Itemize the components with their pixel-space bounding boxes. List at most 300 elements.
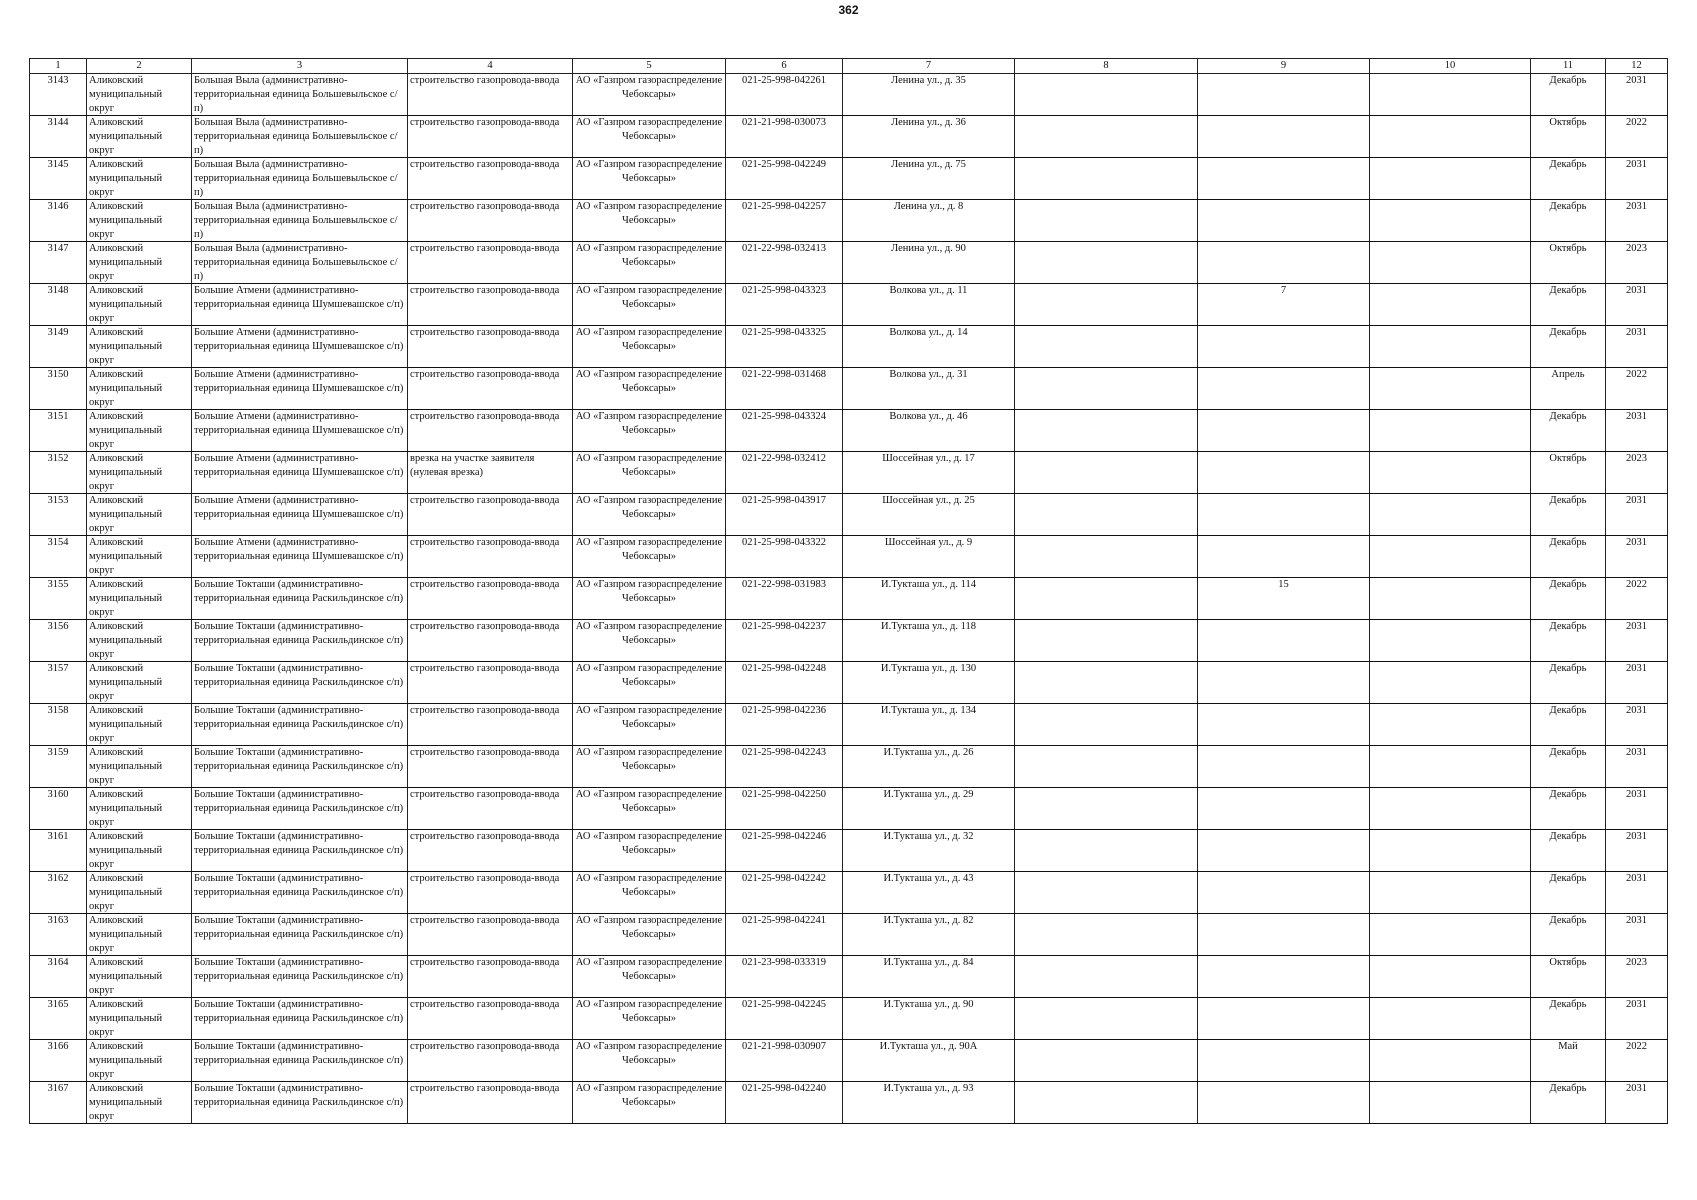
work-type-cell-text: строительство газопровода-ввода [410,789,560,800]
table-row [30,830,1668,872]
work-type-cell-text: строительство газопровода-ввода [410,243,560,254]
application-code-cell: 021-21-998-030073 [726,116,843,158]
month-cell: Октябрь [1531,956,1606,998]
table-row [30,200,1668,242]
column-8-cell [1015,326,1198,368]
address-cell: Шоссейная ул., д. 25 [843,494,1015,536]
municipal-okrug-cell-text: Аликовский муниципальный округ [89,201,163,240]
row-number-cell: 3148 [30,284,87,326]
column-8-cell [1015,410,1198,452]
work-type-cell [408,494,573,536]
work-type-cell [408,326,573,368]
month-cell: Декабрь [1531,830,1606,872]
municipal-okrug-cell [87,368,192,410]
year-cell: 2031 [1606,998,1668,1040]
municipal-okrug-cell [87,200,192,242]
organization-cell-text: АО «Газпром газораспределение Чебоксары» [575,579,723,604]
application-code-cell: 021-23-998-033319 [726,956,843,998]
municipal-okrug-cell [87,620,192,662]
table-row [30,326,1668,368]
settlement-cell-text: Большие Токташи (административно-территориальная единица Раскильдинское с/п) [194,1041,404,1066]
organization-cell-text: АО «Газпром газораспределение Чебоксары» [575,159,723,184]
column-header-3: 3 [192,59,408,74]
organization-cell-text: АО «Газпром газораспределение Чебоксары» [575,243,723,268]
column-9-cell [1198,116,1370,158]
application-code-cell: 021-22-998-031983 [726,578,843,620]
organization-cell [573,830,726,872]
column-9-cell: 15 [1198,578,1370,620]
settlement-cell [192,368,408,410]
table-row [30,158,1668,200]
column-9-cell [1198,830,1370,872]
organization-cell [573,1040,726,1082]
column-8-cell [1015,578,1198,620]
settlement-cell [192,536,408,578]
work-type-cell [408,158,573,200]
year-cell: 2031 [1606,1082,1668,1124]
month-cell: Октябрь [1531,452,1606,494]
table-row [30,998,1668,1040]
column-9-cell [1198,998,1370,1040]
table-row [30,410,1668,452]
column-9-cell [1198,1040,1370,1082]
application-code-cell: 021-22-998-032413 [726,242,843,284]
municipal-okrug-cell [87,284,192,326]
row-number-cell: 3167 [30,1082,87,1124]
work-type-cell [408,368,573,410]
row-number-cell: 3162 [30,872,87,914]
settlement-cell [192,158,408,200]
column-8-cell [1015,872,1198,914]
column-9-cell [1198,494,1370,536]
column-10-cell [1370,284,1531,326]
column-9-cell [1198,1082,1370,1124]
month-cell: Октябрь [1531,242,1606,284]
work-type-cell-text: строительство газопровода-ввода [410,999,560,1010]
work-type-cell [408,116,573,158]
work-type-cell [408,1040,573,1082]
settlement-cell [192,1040,408,1082]
row-number-cell: 3164 [30,956,87,998]
month-cell: Май [1531,1040,1606,1082]
work-type-cell-text: строительство газопровода-ввода [410,1083,560,1094]
year-cell: 2031 [1606,536,1668,578]
month-cell: Декабрь [1531,704,1606,746]
year-cell: 2031 [1606,620,1668,662]
work-type-cell-text: строительство газопровода-ввода [410,201,560,212]
work-type-cell-text: строительство газопровода-ввода [410,537,560,548]
column-8-cell [1015,200,1198,242]
settlement-cell-text: Большие Атмени (административно-территориальная единица Шумшевашское с/п) [194,285,404,310]
year-cell: 2031 [1606,410,1668,452]
organization-cell [573,368,726,410]
work-type-cell [408,242,573,284]
municipal-okrug-cell [87,956,192,998]
address-cell: И.Тукташа ул., д. 90А [843,1040,1015,1082]
settlement-cell [192,830,408,872]
municipal-okrug-cell-text: Аликовский муниципальный округ [89,411,163,450]
work-type-cell-text: строительство газопровода-ввода [410,75,560,86]
application-code-cell: 021-25-998-043323 [726,284,843,326]
column-10-cell [1370,410,1531,452]
column-8-cell [1015,158,1198,200]
organization-cell [573,956,726,998]
organization-cell [573,998,726,1040]
organization-cell-text: АО «Газпром газораспределение Чебоксары» [575,621,723,646]
municipal-okrug-cell-text: Аликовский муниципальный округ [89,243,163,282]
municipal-okrug-cell-text: Аликовский муниципальный округ [89,1083,163,1122]
organization-cell [573,536,726,578]
column-10-cell [1370,494,1531,536]
column-10-cell [1370,872,1531,914]
month-cell: Декабрь [1531,914,1606,956]
settlement-cell-text: Большие Атмени (административно-территориальная единица Шумшевашское с/п) [194,327,404,352]
month-cell: Октябрь [1531,116,1606,158]
application-code-cell: 021-25-998-042249 [726,158,843,200]
organization-cell [573,914,726,956]
settlement-cell-text: Большие Токташи (административно-территориальная единица Раскильдинское с/п) [194,747,404,772]
table-row [30,368,1668,410]
column-10-cell [1370,620,1531,662]
year-cell: 2022 [1606,368,1668,410]
row-number-cell: 3163 [30,914,87,956]
address-cell: И.Тукташа ул., д. 118 [843,620,1015,662]
column-10-cell [1370,1082,1531,1124]
column-number-header-row [30,59,1668,74]
column-8-cell [1015,494,1198,536]
municipal-okrug-cell [87,494,192,536]
settlement-cell-text: Большие Атмени (административно-территориальная единица Шумшевашское с/п) [194,537,404,562]
column-10-cell [1370,368,1531,410]
row-number-cell: 3155 [30,578,87,620]
application-code-cell: 021-25-998-043324 [726,410,843,452]
column-9-cell [1198,410,1370,452]
settlement-cell [192,1082,408,1124]
settlement-cell-text: Большие Атмени (административно-территориальная единица Шумшевашское с/п) [194,453,404,478]
organization-cell-text: АО «Газпром газораспределение Чебоксары» [575,1083,723,1108]
address-cell: И.Тукташа ул., д. 32 [843,830,1015,872]
application-code-cell: 021-25-998-043917 [726,494,843,536]
application-code-cell: 021-25-998-042248 [726,662,843,704]
work-type-cell-text: строительство газопровода-ввода [410,1041,560,1052]
column-header-11: 11 [1531,59,1606,74]
month-cell: Декабрь [1531,410,1606,452]
organization-cell-text: АО «Газпром газораспределение Чебоксары» [575,705,723,730]
column-8-cell [1015,956,1198,998]
column-header-8: 8 [1015,59,1198,74]
column-9-cell [1198,914,1370,956]
work-type-cell-text: строительство газопровода-ввода [410,159,560,170]
work-type-cell [408,662,573,704]
table-row [30,788,1668,830]
column-10-cell [1370,326,1531,368]
settlement-cell [192,410,408,452]
column-8-cell [1015,662,1198,704]
row-number-cell: 3150 [30,368,87,410]
work-type-cell [408,956,573,998]
organization-cell [573,116,726,158]
work-type-cell-text: врезка на участке заявителя (нулевая врезка) [410,453,535,478]
row-number-cell: 3149 [30,326,87,368]
work-type-cell-text: строительство газопровода-ввода [410,831,560,842]
row-number-cell: 3145 [30,158,87,200]
application-code-cell: 021-25-998-042245 [726,998,843,1040]
column-10-cell [1370,830,1531,872]
municipal-okrug-cell [87,410,192,452]
municipal-okrug-cell-text: Аликовский муниципальный округ [89,537,163,576]
application-code-cell: 021-25-998-042250 [726,788,843,830]
organization-cell-text: АО «Газпром газораспределение Чебоксары» [575,873,723,898]
organization-cell [573,494,726,536]
municipal-okrug-cell [87,998,192,1040]
year-cell: 2031 [1606,704,1668,746]
settlement-cell-text: Большие Атмени (административно-территориальная единица Шумшевашское с/п) [194,369,404,394]
table-body [30,74,1668,1124]
address-cell: Ленина ул., д. 8 [843,200,1015,242]
application-code-cell: 021-25-998-042241 [726,914,843,956]
municipal-okrug-cell-text: Аликовский муниципальный округ [89,495,163,534]
address-cell: И.Тукташа ул., д. 90 [843,998,1015,1040]
column-10-cell [1370,662,1531,704]
address-cell: И.Тукташа ул., д. 82 [843,914,1015,956]
work-type-cell-text: строительство газопровода-ввода [410,957,560,968]
row-number-cell: 3154 [30,536,87,578]
settlement-cell [192,494,408,536]
month-cell: Декабрь [1531,1082,1606,1124]
month-cell: Декабрь [1531,284,1606,326]
column-9-cell [1198,200,1370,242]
settlement-cell [192,662,408,704]
column-8-cell [1015,1082,1198,1124]
organization-cell-text: АО «Газпром газораспределение Чебоксары» [575,1041,723,1066]
column-10-cell [1370,74,1531,116]
municipal-okrug-cell-text: Аликовский муниципальный округ [89,789,163,828]
municipal-okrug-cell-text: Аликовский муниципальный округ [89,1041,163,1080]
settlement-cell [192,242,408,284]
month-cell: Декабрь [1531,74,1606,116]
municipal-okrug-cell [87,578,192,620]
settlement-cell [192,74,408,116]
table-row [30,704,1668,746]
year-cell: 2031 [1606,830,1668,872]
column-10-cell [1370,116,1531,158]
municipal-okrug-cell-text: Аликовский муниципальный округ [89,873,163,912]
settlement-cell-text: Большие Токташи (административно-территориальная единица Раскильдинское с/п) [194,873,404,898]
year-cell: 2023 [1606,452,1668,494]
work-type-cell [408,452,573,494]
organization-cell [573,620,726,662]
page-number: 362 [838,3,859,17]
table-row [30,662,1668,704]
address-cell: И.Тукташа ул., д. 29 [843,788,1015,830]
month-cell: Декабрь [1531,872,1606,914]
work-type-cell [408,1082,573,1124]
row-number-cell: 3160 [30,788,87,830]
organization-cell [573,410,726,452]
column-9-cell [1198,662,1370,704]
year-cell: 2031 [1606,200,1668,242]
table-row [30,284,1668,326]
organization-cell-text: АО «Газпром газораспределение Чебоксары» [575,495,723,520]
municipal-okrug-cell-text: Аликовский муниципальный округ [89,327,163,366]
row-number-cell: 3152 [30,452,87,494]
work-type-cell-text: строительство газопровода-ввода [410,117,560,128]
municipal-okrug-cell-text: Аликовский муниципальный округ [89,285,163,324]
municipal-okrug-cell [87,662,192,704]
address-cell: И.Тукташа ул., д. 84 [843,956,1015,998]
address-cell: И.Тукташа ул., д. 26 [843,746,1015,788]
work-type-cell [408,74,573,116]
column-8-cell [1015,242,1198,284]
year-cell: 2031 [1606,158,1668,200]
application-code-cell: 021-25-998-042246 [726,830,843,872]
year-cell: 2031 [1606,788,1668,830]
application-code-cell: 021-25-998-042237 [726,620,843,662]
column-header-9: 9 [1198,59,1370,74]
column-header-7: 7 [843,59,1015,74]
organization-cell [573,242,726,284]
row-number-cell: 3146 [30,200,87,242]
application-code-cell: 021-22-998-032412 [726,452,843,494]
row-number-cell: 3153 [30,494,87,536]
organization-cell-text: АО «Газпром газораспределение Чебоксары» [575,663,723,688]
municipal-okrug-cell [87,830,192,872]
column-header-2: 2 [87,59,192,74]
work-type-cell [408,998,573,1040]
year-cell: 2022 [1606,578,1668,620]
column-10-cell [1370,956,1531,998]
year-cell: 2022 [1606,116,1668,158]
column-9-cell [1198,872,1370,914]
work-type-cell [408,914,573,956]
year-cell: 2031 [1606,872,1668,914]
work-type-cell-text: строительство газопровода-ввода [410,495,560,506]
year-cell: 2031 [1606,746,1668,788]
address-cell: И.Тукташа ул., д. 134 [843,704,1015,746]
column-9-cell [1198,536,1370,578]
year-cell: 2031 [1606,326,1668,368]
month-cell: Апрель [1531,368,1606,410]
table-row [30,746,1668,788]
column-9-cell [1198,158,1370,200]
settlement-cell [192,326,408,368]
municipal-okrug-cell-text: Аликовский муниципальный округ [89,831,163,870]
column-10-cell [1370,578,1531,620]
column-header-12: 12 [1606,59,1668,74]
settlement-cell-text: Большие Токташи (административно-территориальная единица Раскильдинское с/п) [194,1083,404,1108]
organization-cell [573,200,726,242]
application-code-cell: 021-25-998-042236 [726,704,843,746]
column-10-cell [1370,242,1531,284]
column-8-cell [1015,704,1198,746]
address-cell: Волкова ул., д. 46 [843,410,1015,452]
work-type-cell-text: строительство газопровода-ввода [410,411,560,422]
address-cell: Волкова ул., д. 14 [843,326,1015,368]
settlement-cell [192,914,408,956]
application-code-cell: 021-25-998-042257 [726,200,843,242]
address-cell: Волкова ул., д. 31 [843,368,1015,410]
work-type-cell [408,746,573,788]
settlement-cell-text: Большие Токташи (административно-территориальная единица Раскильдинское с/п) [194,705,404,730]
row-number-cell: 3147 [30,242,87,284]
organization-cell [573,284,726,326]
column-9-cell [1198,956,1370,998]
column-10-cell [1370,1040,1531,1082]
column-9-cell [1198,242,1370,284]
column-header-6: 6 [726,59,843,74]
organization-cell-text: АО «Газпром газораспределение Чебоксары» [575,831,723,856]
month-cell: Декабрь [1531,200,1606,242]
organization-cell-text: АО «Газпром газораспределение Чебоксары» [575,117,723,142]
column-9-cell: 7 [1198,284,1370,326]
column-9-cell [1198,368,1370,410]
column-9-cell [1198,788,1370,830]
address-cell: Ленина ул., д. 36 [843,116,1015,158]
year-cell: 2031 [1606,74,1668,116]
work-type-cell-text: строительство газопровода-ввода [410,705,560,716]
settlement-cell [192,452,408,494]
month-cell: Декабрь [1531,158,1606,200]
municipal-okrug-cell-text: Аликовский муниципальный округ [89,747,163,786]
column-8-cell [1015,452,1198,494]
month-cell: Декабрь [1531,788,1606,830]
organization-cell [573,578,726,620]
organization-cell-text: АО «Газпром газораспределение Чебоксары» [575,75,723,100]
municipal-okrug-cell [87,872,192,914]
column-9-cell [1198,326,1370,368]
municipal-okrug-cell-text: Аликовский муниципальный округ [89,957,163,996]
work-type-cell-text: строительство газопровода-ввода [410,747,560,758]
column-8-cell [1015,914,1198,956]
organization-cell-text: АО «Газпром газораспределение Чебоксары» [575,915,723,940]
month-cell: Декабрь [1531,536,1606,578]
municipal-okrug-cell-text: Аликовский муниципальный округ [89,621,163,660]
organization-cell [573,74,726,116]
row-number-cell: 3159 [30,746,87,788]
application-code-cell: 021-25-998-042240 [726,1082,843,1124]
column-8-cell [1015,536,1198,578]
month-cell: Декабрь [1531,998,1606,1040]
settlement-cell [192,788,408,830]
municipal-okrug-cell-text: Аликовский муниципальный округ [89,117,163,156]
settlement-cell [192,620,408,662]
address-cell: Шоссейная ул., д. 17 [843,452,1015,494]
municipal-okrug-cell [87,74,192,116]
organization-cell-text: АО «Газпром газораспределение Чебоксары» [575,411,723,436]
settlement-cell-text: Большая Выла (административно-территориальная единица Большевыльское с/п) [194,201,398,240]
year-cell: 2031 [1606,494,1668,536]
year-cell: 2031 [1606,914,1668,956]
settlement-cell [192,998,408,1040]
work-type-cell-text: строительство газопровода-ввода [410,579,560,590]
table-row [30,1040,1668,1082]
year-cell: 2031 [1606,662,1668,704]
column-header-5: 5 [573,59,726,74]
column-10-cell [1370,914,1531,956]
application-code-cell: 021-25-998-042242 [726,872,843,914]
column-header-1: 1 [30,59,87,74]
municipal-okrug-cell-text: Аликовский муниципальный округ [89,369,163,408]
work-type-cell [408,830,573,872]
application-code-cell: 021-21-998-030907 [726,1040,843,1082]
year-cell: 2022 [1606,1040,1668,1082]
organization-cell-text: АО «Газпром газораспределение Чебоксары» [575,369,723,394]
organization-cell [573,704,726,746]
column-9-cell [1198,74,1370,116]
row-number-cell: 3156 [30,620,87,662]
table-row [30,494,1668,536]
municipal-okrug-cell [87,788,192,830]
